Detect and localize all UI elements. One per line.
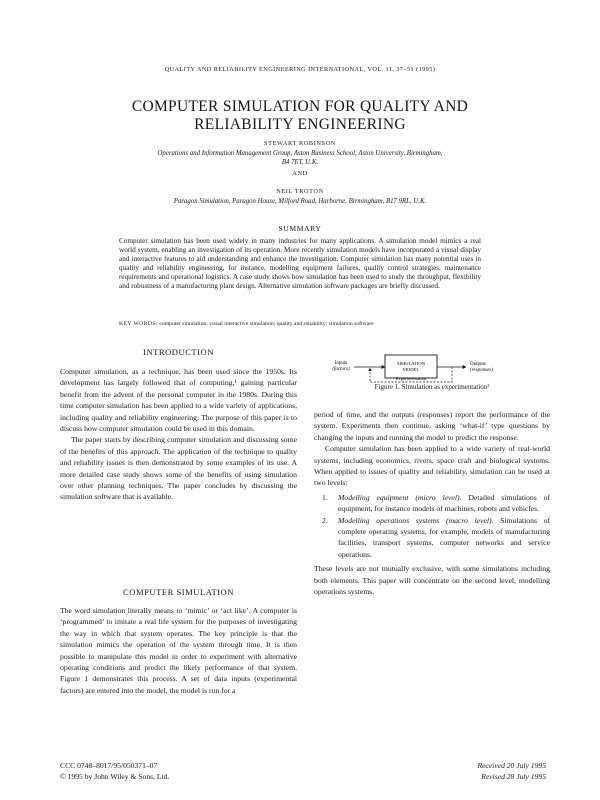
introduction-paragraph-2: The paper starts by describing computer simulation and discussing some of the benefits of this approach. The application of the technique to quality and reliability issues is then demonstrated by some examples of its use. A more detailed case study shows some of the benefits of using simulation over other planning techniques. The paper concludes by discussing the simulation software that is available. (60, 435, 297, 502)
keywords (119, 321, 481, 327)
author-name-1: STEWART ROBINSON (264, 140, 336, 147)
keywords-label: KEY WORDS: (119, 321, 158, 327)
received-date: Received 20 July 1995 (477, 761, 546, 770)
affiliation-line: Paragon Simulation, Paragon House, Milford Road, Harborne, Birmingham, B17 9RL, U.K. (173, 198, 427, 205)
figure-inputs-sublabel: (factors) (332, 367, 350, 372)
levels-list (314, 492, 550, 560)
computer-simulation-body (60, 605, 297, 696)
keywords-text: computer simulation; visual interactive simulation; quality and reliability; simulation software (159, 321, 374, 327)
list-item (314, 515, 550, 561)
list-item-text: Simulations of complete operating systems, for example, models of manufacturing facilities, transport systems, computer networks and service operations. (338, 515, 551, 559)
introduction-paragraph-1: Computer simulation, as a technique, has been used since the 1950s. Its development has largely followed that of computing,¹ gaining particular benefit from the advent of the personal computer in the 1980s. During this time computer simulation has been applied to a wide variety of applications, including quality and reliability engineering. The purpose of this paper is to discuss how computer simulation could be used in this domain. (60, 367, 297, 434)
running-header: QUALITY AND RELIABILITY ENGINEERING INTERNATIONAL, VOL. 11, 37–51 (1995) (164, 66, 436, 73)
list-item-number: 1. (322, 492, 328, 502)
affiliation-line: B4 7ET, U.K. (281, 159, 319, 166)
affiliation-line: Operations and Information Management Group, Aston Business School, Aston University, Birmingham, (157, 150, 443, 157)
right-paragraph-continued: period of time, and the outputs (responses) report the performance of the system. Experiments then continue, asking ‘what-if’ type questions by changing the inputs and running the model to predict the response. (314, 410, 550, 442)
list-item-text: Detailed simulations of equipment, for instance models of machines, robots and vehicles. (338, 492, 550, 514)
right-paragraph-3: These levels are not mutually exclusive, with some simulations including both elements. This paper will concentrate on the second level, modelling operations systems. (314, 564, 550, 597)
author-affiliation-1 (110, 149, 490, 167)
list-item-title: Modelling operations systems (macro level). (338, 515, 494, 525)
ccc-code: CCC 0748–8017/95/050371–07 (60, 761, 158, 770)
title-line-2: RELIABILITY ENGINEERING (194, 116, 406, 133)
figure-outputs-label: Outputs (470, 362, 486, 367)
figure-outputs-sublabel: (responses) (470, 368, 493, 373)
paper-title (60, 98, 540, 134)
abstract-text: Computer simulation has been used widely in many industries for many applications. A simulation model mimics a real world system, enabling an investigation of its operation. More recently simulation models have incorporated a visual display and interactive features to aid understanding and enhance the investigation. Computer simulation has many potential uses in quality and reliability engineering, for instance, modelling equipment failures, quality control strategies, maintenance requirements and operational logistics. A case study shows how simulation has been used to study the throughput, flexibility and robustness of a manufacturing plant design. Alternative simulation software packages are briefly discussed. (119, 237, 481, 290)
author-affiliation-2 (110, 197, 490, 206)
summary-heading: SUMMARY (278, 224, 322, 233)
title-line-1: COMPUTER SIMULATION FOR QUALITY AND (131, 98, 469, 115)
figure-model-label-2: MODEL (402, 367, 420, 372)
figure-1-caption: Figure 1. Simulation as experimentation² (374, 383, 490, 391)
computer-simulation-paragraph-1: The word simulation literally means to ‘mimic’ or ‘act like’. A computer is ‘programmed’ to imitate a real life system for the purposes of investigating the way in which that system operates. The key principle is that the simulation mimics the operation of the system through time. It is then possible to manipulate this model in order to experiment with alternative operating conditions and predict the likely performance of that system. Figure 1 demonstrates this process. A set of data inputs (experimental factors) are entered into the model, the model is run for a (60, 606, 297, 695)
figure-1-diagram (314, 352, 550, 384)
revised-date: Revised 28 July 1995 (481, 772, 546, 781)
author-name-2: NEIL TROTON (276, 188, 324, 195)
right-column-body (314, 409, 550, 598)
figure-experimentation-label: Experimentation (395, 376, 427, 381)
footer-right (477, 760, 546, 782)
list-item-title: Modelling equipment (micro level). (338, 492, 462, 502)
copyright-notice: © 1995 by John Wiley & Sons, Ltd. (60, 772, 170, 781)
footer-left (60, 760, 169, 782)
figure-inputs-label: Inputs (334, 361, 348, 366)
introduction-body (60, 366, 297, 503)
figure-model-label-1: SIMULATION (396, 361, 426, 366)
introduction-heading: INTRODUCTION (143, 347, 214, 357)
computer-simulation-heading: COMPUTER SIMULATION (123, 587, 234, 597)
list-item (314, 492, 550, 515)
and-separator: AND (292, 170, 308, 177)
right-paragraph-2: Computer simulation has been applied to a wide variety of real-world systems, including economics, rivers, space craft and biological systems. When applied to issues of quality and reliability, simulation can be used at two levels: (314, 444, 550, 488)
list-item-number: 2. (322, 515, 328, 525)
